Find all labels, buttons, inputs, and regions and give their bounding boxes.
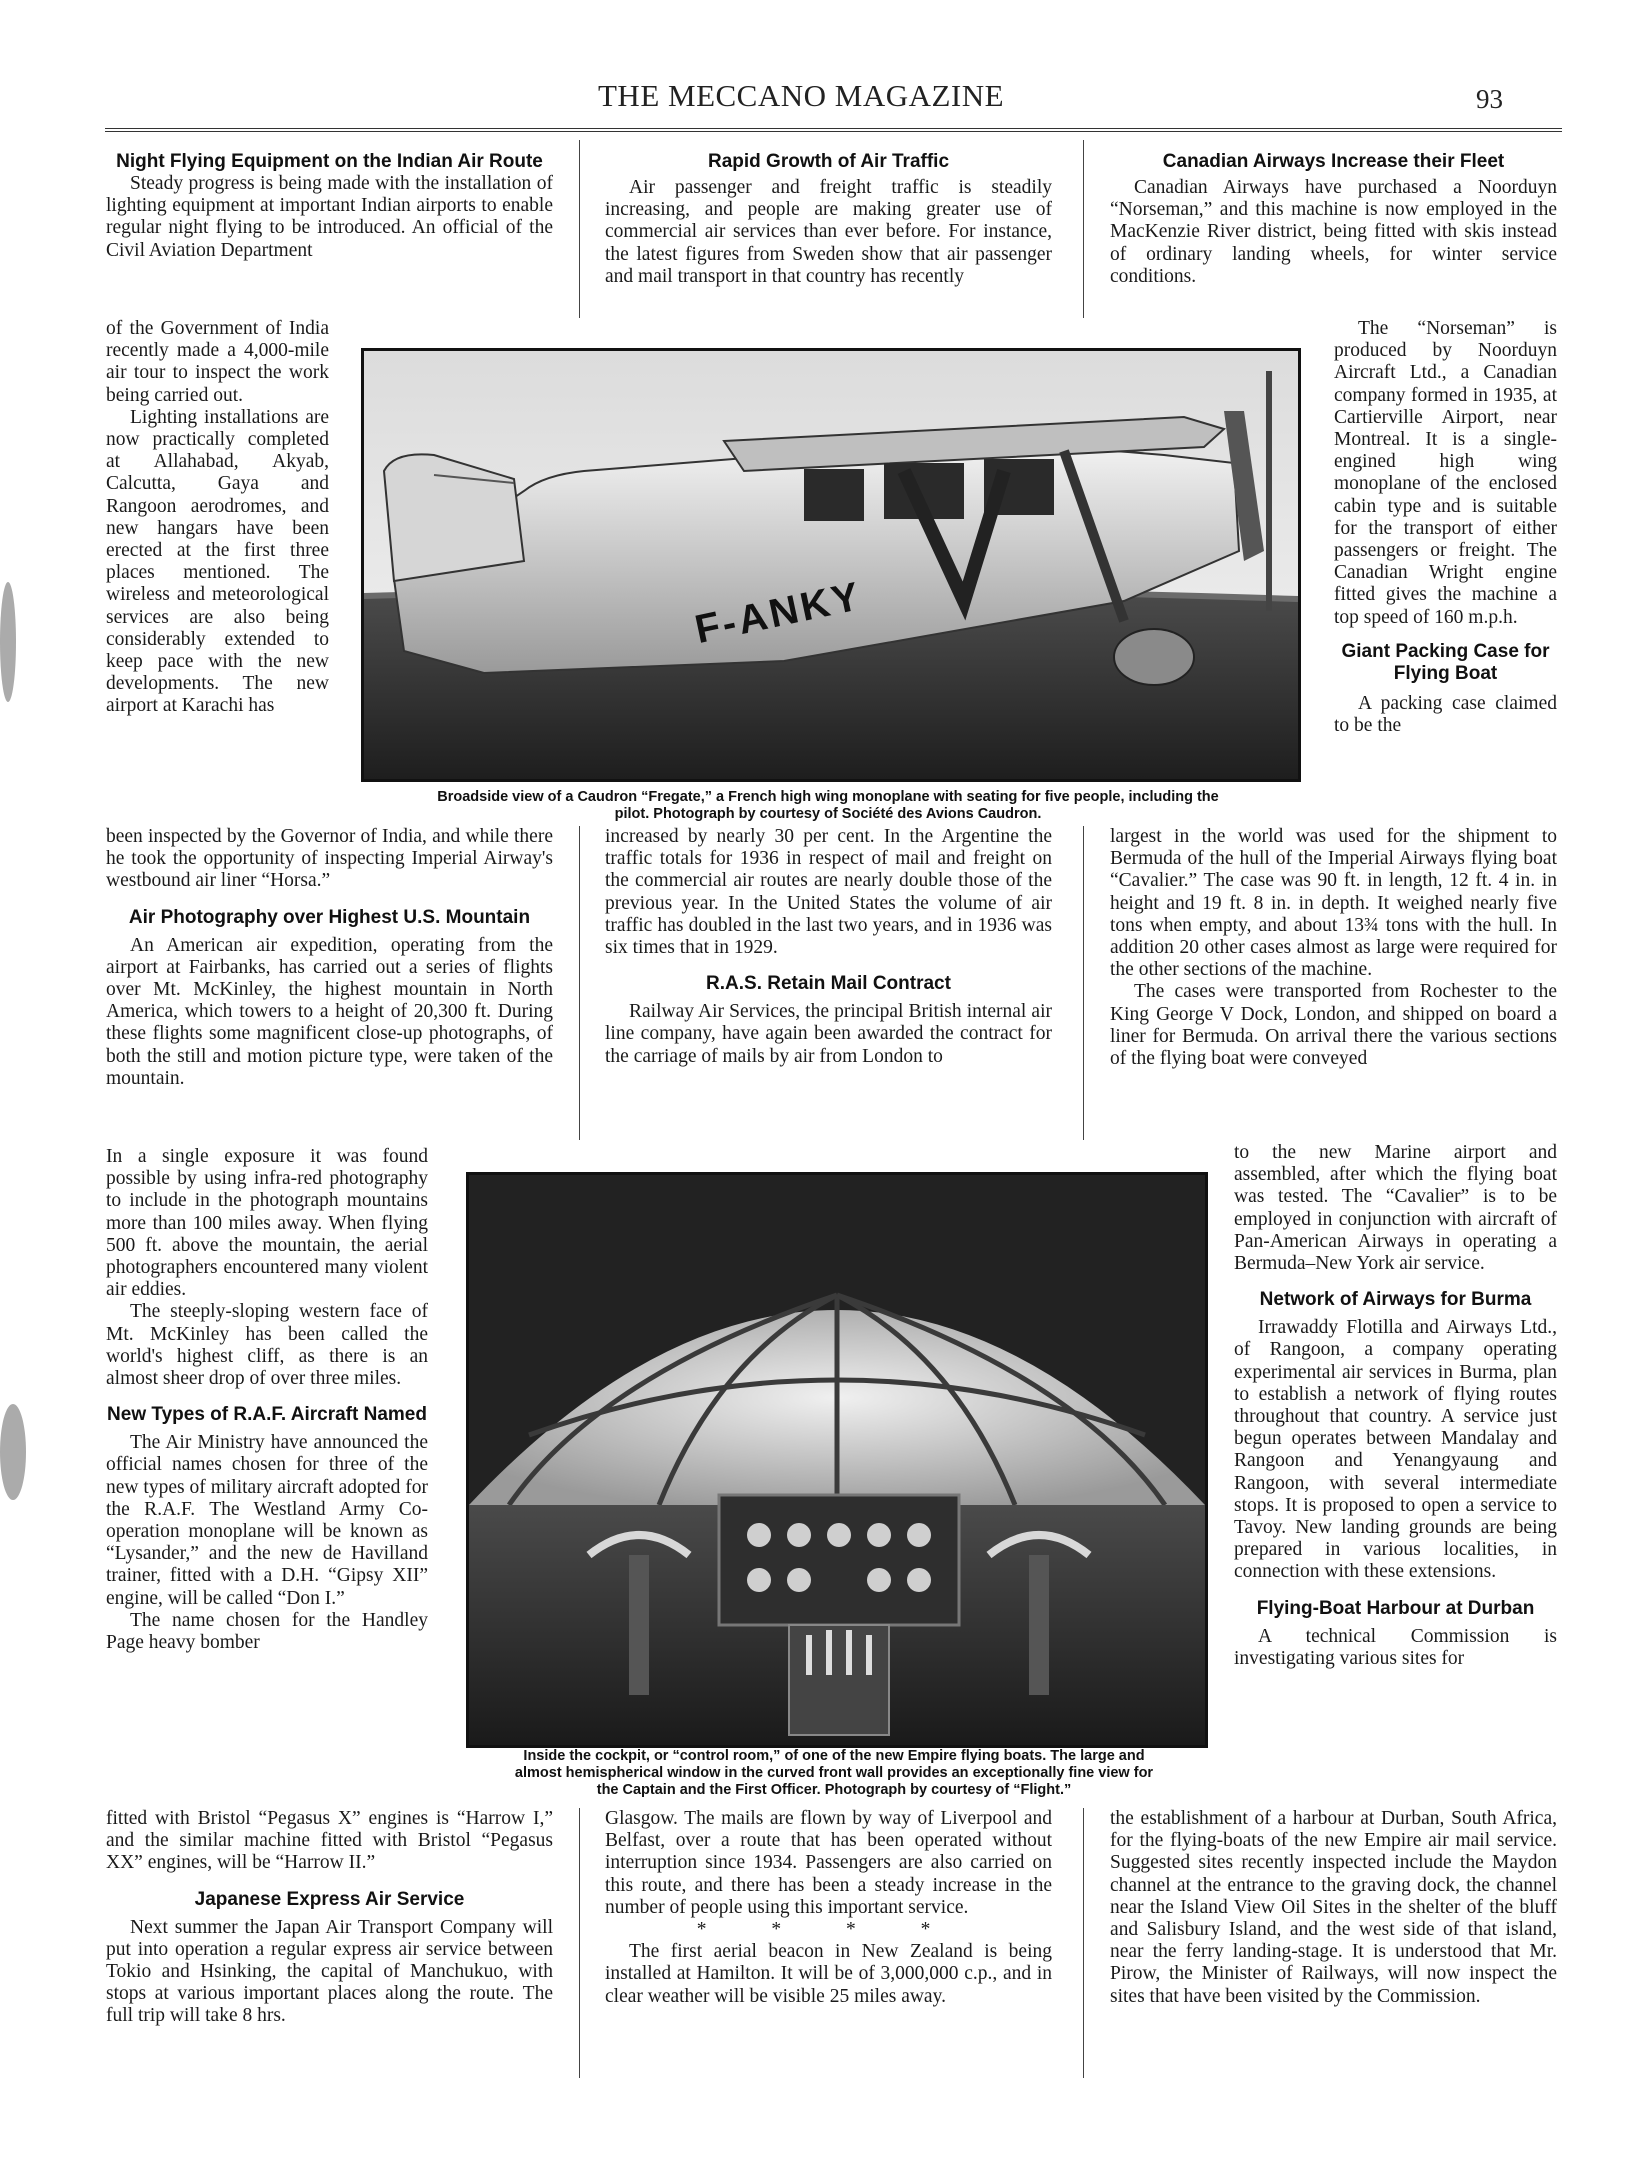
page-number: 93	[1476, 84, 1503, 114]
aircraft-caption-line2: pilot. Photograph by courtesy of Société des Avions Caudron.	[614, 806, 1042, 822]
column-rule	[1083, 1808, 1084, 2078]
aircraft-registration: F-ANKY	[691, 573, 866, 653]
cockpit-photo	[466, 1172, 1208, 1748]
packing-case-p1: A packing case claimed to be the	[1334, 692, 1557, 737]
raf-p2-cont: fitted with Bristol “Pegasus X” engines is “Harrow I,” and the similar machine fitted with Bristol “Pegasus XX” engines, will be “Harrow II.”	[106, 1808, 553, 1874]
aircraft-caption-line1: Broadside view of a Caudron “Fregate,” a French high wing monoplane with seating for five people, including the	[437, 789, 1219, 805]
night-flying-heading: Night Flying Equipment on the Indian Air Route	[116, 151, 543, 172]
burma-p1: Irrawaddy Flotilla and Airways Ltd., of Rangoon, a company operating experimental air services in Burma, plan to establish a network of flying routes throughout that country. A service just begun operates between Mandalay and Rangoon and Yenangyaung and Rangoon, with several intermediate stops. It is proposed to open a service to Tavoy. New landing grounds are being prepared in various localities, in connection with these extensions.	[1234, 1317, 1557, 1583]
air-photography-p1-cont: In a single exposure it was found possible by using infra-red photography to include in the photograph mountains more than 100 miles away. When flying 500 ft. above the mountain, the aerial photographers encountered many violent air eddies.	[106, 1146, 428, 1301]
cockpit-caption-line2: almost hemispherical window in the curved front wall provides an exceptionally fine view for	[514, 1765, 1154, 1781]
canadian-p1: Canadian Airways have purchased a Noorduyn “Norseman,” and this machine is now employed in the MacKenzie River district, being fitted with skis instead of ordinary landing wheels, for winter service conditions.	[1110, 177, 1557, 287]
cockpit-illustration	[469, 1175, 1205, 1745]
aircraft-illustration	[364, 351, 1298, 779]
packing-case-p2-cont: to the new Marine airport and assembled, after which the flying boat was tested. The “Cavalier” is to be employed in conjunction with aircraft of Pan-American Airways in operating a Bermuda–New York air service.	[1234, 1142, 1557, 1275]
canadian-article	[1110, 151, 1557, 288]
canadian-heading: Canadian Airways Increase their Fleet	[1162, 151, 1505, 172]
rapid-growth-heading: Rapid Growth of Air Traffic	[707, 151, 950, 172]
night-flying-p1-cont: of the Government of India recently made a 4,000-mile air tour to inspect the work being carried out.	[106, 318, 329, 406]
raf-p2: The name chosen for the Handley Page heavy bomber	[106, 1609, 428, 1654]
column-rule	[579, 1808, 580, 2078]
packing-case-p1-cont: largest in the world was used for the shipment to Bermuda of the hull of the Imperial Airways flying boat “Cavalier.” The case was 90 ft. in length, 12 ft. 4 in. in height and 19 ft. 8 in. in depth. It weighed nearly five tons when empty, and about 13¾ tons with the hull. In addition 20 other cases almost as large were required for the other sections of the machine.	[1110, 826, 1557, 981]
column-rule	[1083, 826, 1084, 1140]
durban-tail	[1110, 1808, 1557, 2008]
cockpit-caption-line1: Inside the cockpit, or “control room,” of one of the new Empire flying boats. The large and	[523, 1748, 1145, 1764]
air-photography-p2: The steeply-sloping western face of Mt. McKinley has been called the world's highest cliff, as there is an almost sheer drop of over three miles.	[106, 1301, 428, 1390]
night-flying-p2-cont: been inspected by the Governor of India, and while there he took the opportunity of inspecting Imperial Airway's westbound air liner “Horsa.”	[106, 826, 553, 892]
binding-mark	[0, 1404, 26, 1500]
cockpit-caption	[430, 1748, 1238, 1799]
rapid-growth-article	[605, 151, 1052, 288]
air-photography-heading: Air Photography over Highest U.S. Mountain	[128, 906, 531, 928]
aircraft-photo	[361, 348, 1301, 782]
ras-tail	[605, 1808, 1052, 2008]
packing-case-p2: The cases were transported from Rochester to the King George V Dock, London, and shipped on board a liner for Bermuda. On arrival there the various sections of the flying boat were conveyed	[1110, 981, 1557, 1070]
raf-tail	[106, 1808, 553, 2028]
burma-heading: Network of Airways for Burma	[1259, 1289, 1532, 1311]
column-rule	[579, 826, 580, 1140]
air-photography-narrow	[106, 1146, 428, 1654]
header-rule	[105, 128, 1562, 132]
column-rule	[579, 140, 580, 318]
magazine-title: THE MECCANO MAGAZINE	[598, 78, 1005, 113]
night-flying-p1: Steady progress is being made with the installation of lighting equipment at important Indian airports to enable regular night flying to be introduced. An official of the Civil Aviation Department	[106, 173, 553, 261]
section-stars: * * * *	[696, 1919, 961, 1941]
japanese-heading: Japanese Express Air Service	[194, 1888, 465, 1910]
durban-p1-cont: the establishment of a harbour at Durban, South Africa, for the flying-boats of the new Empire air mail service. Suggested sites recently inspected include the Maydon channel at the entrance to the graving dock, the channel near the Island View Oil Sites in the shelter of the bluff and Salisbury Island, and the west side of that island, near the ferry landing-stage. It is understood that Mr. Pirow, the Minister of Railways, will now inspect the sites that have been visited by the Commission.	[1110, 1808, 1557, 2007]
cockpit-caption-line3: the Captain and the First Officer. Photograph by courtesy of “Flight.”	[596, 1782, 1072, 1798]
durban-p1: A technical Commission is investigating various sites for	[1234, 1625, 1557, 1669]
night-flying-narrow	[106, 318, 329, 718]
night-flying-p2: Lighting installations are now practically completed at Allahabad, Akyab, Calcutta, Gaya and Rangoon aerodromes, and new hangars have been erected at the first three places mentioned. The wireless and meteorological services are also being considerably extended to keep pace with the new developments. The new airport at Karachi has	[106, 406, 329, 717]
aircraft-caption	[350, 789, 1306, 823]
air-photography-p1: An American air expedition, operating from the airport at Fairbanks, has carried out a series of flights over Mt. McKinley, the highest mountain in North America, which towers to a height of 20,300 ft. During these flights some magnificent close-up photographs, of both the still and motion picture type, were taken of the mountain.	[106, 934, 553, 1089]
beacon-p1: The first aerial beacon in New Zealand is being installed at Hamilton. It will be of 3,000,000 c.p., and in clear weather will be visible 25 miles away.	[605, 1941, 1052, 2007]
binding-mark	[0, 582, 16, 702]
packing-case-heading: Giant Packing Case for Flying Boat	[1341, 640, 1550, 684]
column-rule	[1083, 140, 1084, 318]
ras-p1-cont: Glasgow. The mails are flown by way of Liverpool and Belfast, over a route that has been operated without interruption since 1934. Passengers are also carried on this route, and there has been a steady increase in the number of people using this important service.	[605, 1808, 1052, 1918]
canadian-p2: The “Norseman” is produced by Noorduyn Aircraft Ltd., a Canadian company formed in 1935, at Cartierville Airport, near Montreal. It is a single-engined high wing monoplane of the enclosed cabin type and is suitable for the transport of either passengers or freight. The Canadian Wright engine fitted gives the machine a top speed of 160 m.p.h.	[1334, 318, 1557, 628]
canadian-narrow	[1334, 318, 1557, 737]
ras-heading: R.A.S. Retain Mail Contract	[706, 973, 951, 995]
ras-p1: Railway Air Services, the principal British internal air line company, have again been awarded the contract for the carriage of mails by air from London to	[605, 1001, 1052, 1067]
durban-heading: Flying-Boat Harbour at Durban	[1256, 1597, 1535, 1619]
night-flying-tail	[106, 826, 553, 1090]
japanese-p1: Next summer the Japan Air Transport Company will put into operation a regular express air service between Tokio and Hsinking, the capital of Manchukuo, with stops at various important places along the route. The full trip will take 8 hrs.	[106, 1916, 553, 2027]
rapid-growth-p1: Air passenger and freight traffic is steadily increasing, and people are making greater use of commercial air services than ever before. For instance, the latest figures from Sweden show that air passenger and mail transport in that country has recently	[605, 177, 1052, 287]
packing-case-narrow	[1234, 1142, 1557, 1670]
night-flying-article	[106, 151, 553, 262]
rapid-growth-p1-cont: increased by nearly 30 per cent. In the Argentine the traffic totals for 1936 in respect of mail and freight on the commercial air routes are nearly double those of the previous year. In the United States the volume of air traffic has doubled in the last two years, and in 1936 was six times that in 1929.	[605, 826, 1052, 959]
packing-case-tail	[1110, 826, 1557, 1070]
raf-heading: New Types of R.A.F. Aircraft Named	[107, 1404, 427, 1426]
raf-p1: The Air Ministry have announced the official names chosen for three of the new types of military aircraft adopted for the R.A.F. The Westland Army Co-operation monoplane will be known as “Lysander,” and the new de Havilland trainer, fitted with a D.H. “Gipsy XII” engine, will be called “Don I.”	[106, 1432, 428, 1609]
rapid-growth-tail	[605, 826, 1052, 1068]
